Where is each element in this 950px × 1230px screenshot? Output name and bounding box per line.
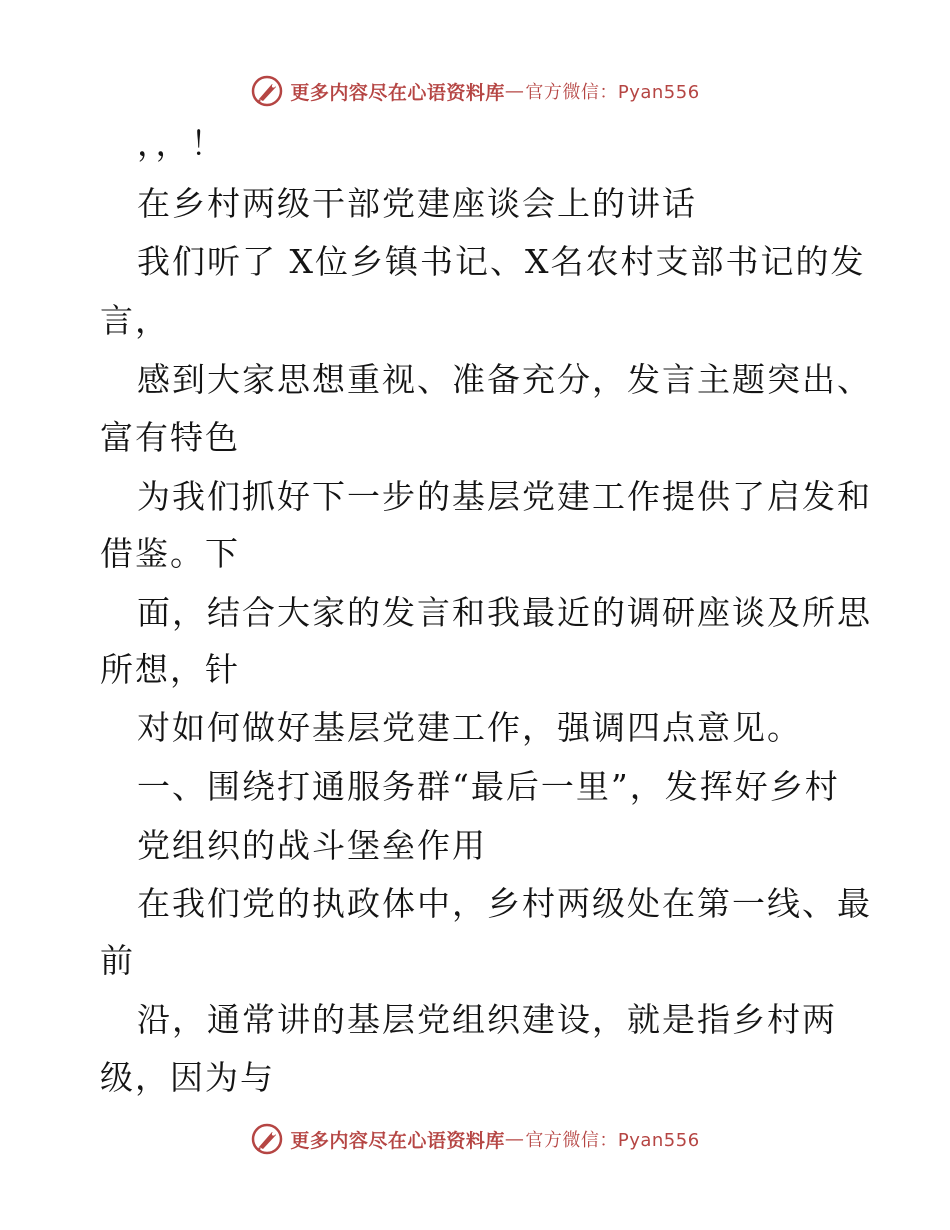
text-line: 借鉴。下 xyxy=(100,534,240,573)
section-heading: 党组织的战斗堡垒作用 xyxy=(137,826,487,865)
text-line: 在我们党的执政体中，乡村两级处在第一线、最 xyxy=(137,884,872,923)
pen-logo-icon xyxy=(250,74,284,108)
watermark-footer xyxy=(0,1119,950,1159)
text-line: 对如何做好基层党建工作，强调四点意见。 xyxy=(137,708,802,747)
document-title: 在乡村两级干部党建座谈会上的讲话 xyxy=(137,184,697,223)
watermark-wechat: 官方微信：Pyan556 xyxy=(525,82,700,103)
watermark-separator: — xyxy=(504,1128,525,1150)
pen-logo-icon xyxy=(250,1122,284,1156)
watermark-brand: 更多内容尽在心语资料库 xyxy=(290,81,505,104)
text-line: 感到大家思想重视、准备充分，发言主题突出、 xyxy=(137,360,872,399)
text-line: 沿，通常讲的基层党组织建设，就是指乡村两 xyxy=(137,1000,837,1039)
text-line: 面，结合大家的发言和我最近的调研座谈及所思 xyxy=(137,593,872,632)
text-line: 所想，针 xyxy=(100,650,240,689)
watermark-separator: — xyxy=(504,80,525,102)
watermark-header xyxy=(0,71,950,111)
text-line: 言， xyxy=(100,301,170,340)
watermark-brand: 更多内容尽在心语资料库 xyxy=(290,1129,505,1152)
text-line: 级，因为与 xyxy=(100,1058,275,1097)
text-line: ，，！ xyxy=(137,124,226,163)
section-heading: 一、围绕打通服务群“最后一里”，发挥好乡村 xyxy=(137,767,840,806)
text-line: 富有特色 xyxy=(100,418,240,457)
watermark-wechat: 官方微信：Pyan556 xyxy=(525,1130,700,1151)
text-line: 为我们抓好下一步的基层党建工作提供了启发和 xyxy=(137,477,872,516)
text-line: 前 xyxy=(100,941,135,980)
text-line: 我们听了 X位乡镇书记、X名农村支部书记的发 xyxy=(137,242,866,281)
